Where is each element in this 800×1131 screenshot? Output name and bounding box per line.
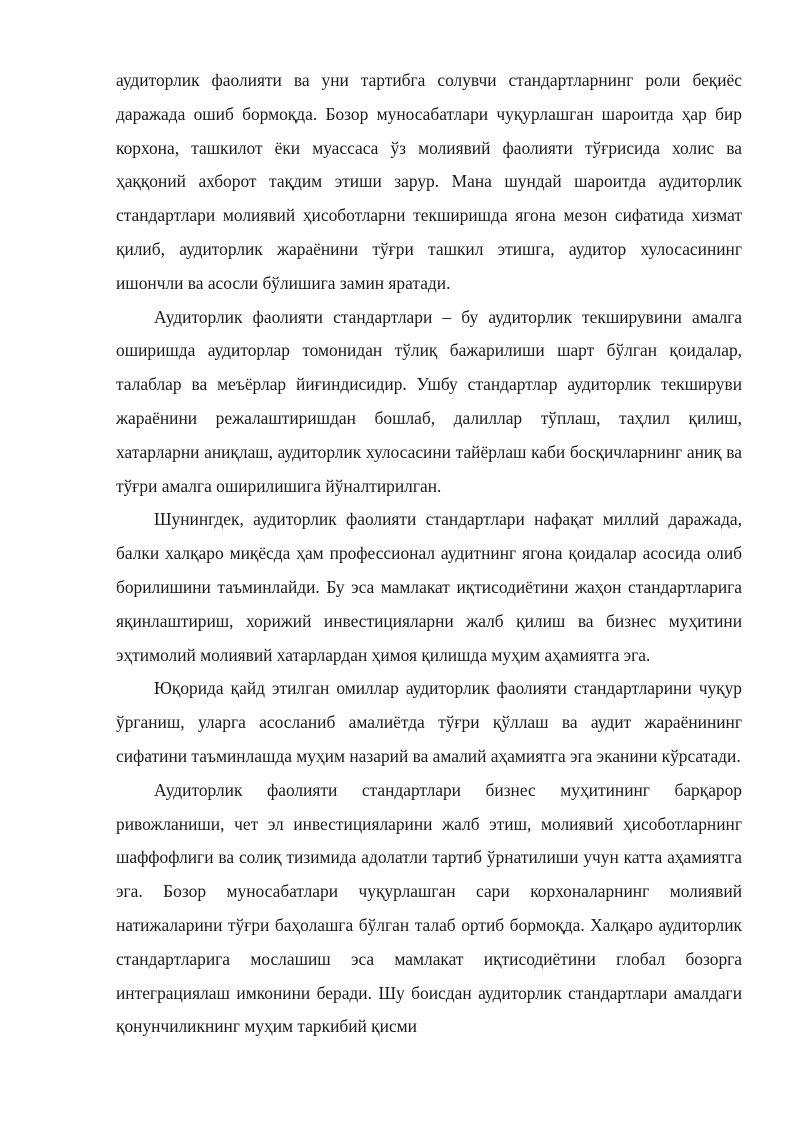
paragraph: Шунингдек, аудиторлик фаолияти стандартлари нафақат миллий даражада, балки халқаро миқёсда ҳам профессионал аудитнинг ягона қоидалар асосида олиб борилишини таъминлайди. Бу эса мамлакат иқтисодиётини жаҳон стандартларига яқинлаштириш, хорижий инвестицияларни жалб қилиш ва бизнес муҳитини эҳтимолий молиявий хатарлардан ҳимоя қилишда муҳим аҳамиятга эга. [116, 509, 742, 665]
paragraph: Аудиторлик фаолияти стандартлари – бу аудиторлик текширувини амалга оширишда аудиторлар томонидан тўлиқ бажарилиши шарт бўлган қоидалар, талаблар ва меъёрлар йиғиндисидир. Ушбу стандартлар аудиторлик текшируви жараёнини режалаштиришдан бошлаб, далиллар тўплаш, таҳлил қилиш, хатарларни аниқлаш, аудиторлик хулосасини тайёрлаш каби босқичларнинг аниқ ва тўғри амалга оширилишига йўналтирилган. [116, 306, 742, 496]
paragraph: Аудиторлик фаолияти стандартлари бизнес муҳитининг барқарор ривожланиши, чет эл инвестицияларини жалб этиш, молиявий ҳисоботларнинг шаффофлиги ва солиқ тизимида адолатли тартиб ўрнатилиши учун катта аҳамиятга эга. Бозор муносабатлари чуқурлашган сари корхоналарнинг молиявий натижаларини тўғри баҳолашга бўлган талаб ортиб бормоқда. Халқаро аудиторлик стандартларига мослашиш эса мамлакат иқтисодиётини глобал бозорга интеграциялаш имконини беради. Шу боисдан аудиторлик стандартлари амалдаги қонунчиликнинг муҳим таркибий қисми [116, 779, 742, 1037]
paragraph: аудиторлик фаолияти ва уни тартибга солувчи стандартларнинг роли беқиёс даражада ошиб бормоқда. Бозор муносабатлари чуқурлашган шароитда ҳар бир корхона, ташкилот ёки муассаса ўз молиявий фаолияти тўғрисида холис ва ҳаққоний ахборот тақдим этиши зарур. Мана шундай шароитда аудиторлик стандартлари молиявий ҳисоботларни текширишда ягона мезон сифатида хизмат қилиб, аудиторлик жараёнини тўғри ташкил этишга, аудитор хулосасининг ишончли ва асосли бўлишига замин яратади. [116, 70, 742, 293]
body-text [116, 64, 742, 1044]
paragraph: Юқорида қайд этилган омиллар аудиторлик фаолияти стандартларини чуқур ўрганиш, уларга асосланиб амалиётда тўғри қўллаш ва аудит жараёнининг сифатини таъминлашда муҳим назарий ва амалий аҳамиятга эга эканини кўрсатади. [116, 678, 742, 766]
